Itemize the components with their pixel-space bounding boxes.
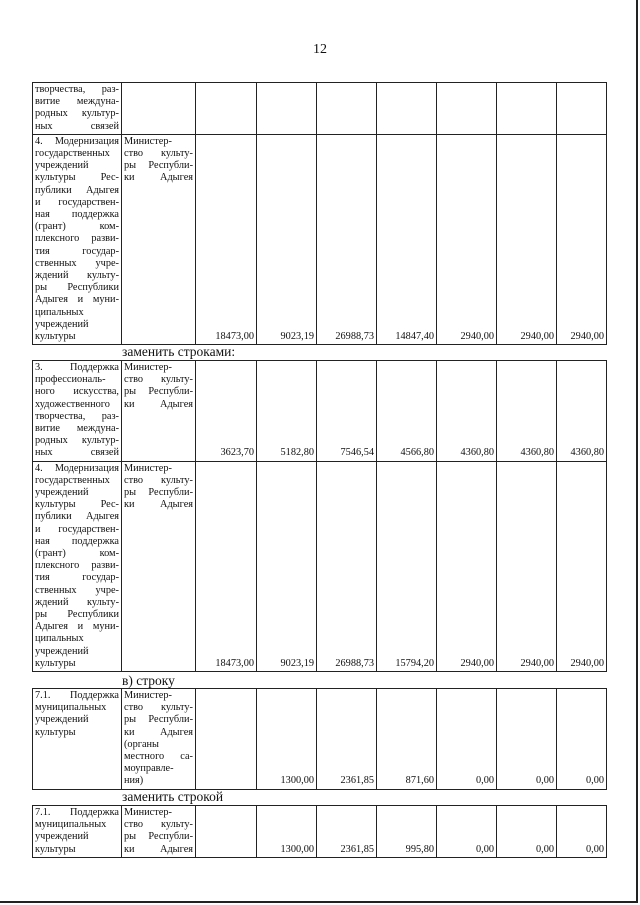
measure-name-line: профессиональ- bbox=[35, 374, 106, 386]
measure-name-line: учреждений bbox=[35, 487, 89, 499]
funding-value-cell: 871,60 bbox=[377, 689, 437, 790]
measure-name-line: ры Республики bbox=[35, 609, 119, 621]
funding-value-cell: 0,00 bbox=[497, 806, 557, 858]
measure-name-line: и государствен- bbox=[35, 523, 119, 535]
funding-value-cell: 4360,80 bbox=[437, 361, 497, 462]
measure-name-line: культуры bbox=[35, 726, 76, 738]
measure-name-line: художественного bbox=[35, 398, 110, 410]
measure-name-line: ная поддержка bbox=[35, 209, 119, 221]
measure-name-line: ного искусства, bbox=[35, 386, 119, 398]
funding-value-cell: 18473,00 bbox=[196, 461, 257, 671]
measure-name-line: 4. Модернизация bbox=[35, 462, 119, 474]
executor-line: Министер- bbox=[124, 462, 172, 474]
funding-value-cell: 18473,00 bbox=[196, 134, 257, 344]
measure-name-line: 3. Поддержка bbox=[35, 362, 119, 373]
executor-line: ния) bbox=[124, 775, 144, 787]
funding-value-cell bbox=[196, 806, 257, 858]
funding-value-cell: 4566,80 bbox=[377, 361, 437, 462]
measure-name-line: культуры bbox=[35, 843, 76, 855]
executor-line: ки Адыгея bbox=[124, 172, 193, 184]
funding-value-cell bbox=[497, 83, 557, 135]
funding-value-cell: 0,00 bbox=[437, 806, 497, 858]
measure-name-line: ципальных bbox=[35, 633, 84, 645]
executor-line: ство культу- bbox=[124, 374, 193, 386]
executor-line: ки Адыгея bbox=[124, 398, 193, 410]
executor-cell bbox=[122, 689, 196, 790]
funding-value-cell: 5182,80 bbox=[257, 361, 317, 462]
executor-cell bbox=[122, 361, 196, 462]
funding-value-cell: 2940,00 bbox=[437, 461, 497, 671]
measure-name-cell bbox=[33, 689, 122, 790]
page-number: 12 bbox=[313, 42, 327, 57]
executor-line: ры Республи- bbox=[124, 831, 193, 843]
executor-cell bbox=[122, 461, 196, 671]
table-row bbox=[33, 689, 607, 790]
executor-line: ры Республи- bbox=[124, 487, 193, 499]
measure-name-line: родных культур- bbox=[35, 108, 119, 120]
measure-name-line: (грант) ком- bbox=[35, 548, 119, 560]
measure-name-line: культуры Рес- bbox=[35, 172, 119, 184]
measure-name-line: творчества, раз- bbox=[35, 410, 119, 422]
measure-name-line: тия государ- bbox=[35, 572, 119, 584]
measure-name-line: 7.1. Поддержка bbox=[35, 807, 119, 818]
measure-name-line: ры Республики bbox=[35, 282, 119, 294]
executor-line: (органы bbox=[124, 738, 159, 750]
measure-name-line: плексного разви- bbox=[35, 233, 119, 245]
funding-value-cell: 2940,00 bbox=[497, 461, 557, 671]
measure-name-line: тия государ- bbox=[35, 245, 119, 257]
table-row bbox=[33, 83, 607, 135]
funding-value-cell: 995,80 bbox=[377, 806, 437, 858]
measure-name-line: ждений культу- bbox=[35, 596, 119, 608]
executor-cell bbox=[122, 134, 196, 344]
executor-line: ки Адыгея bbox=[124, 726, 193, 738]
funding-value-cell: 9023,19 bbox=[257, 134, 317, 344]
funding-value-cell: 9023,19 bbox=[257, 461, 317, 671]
table-original-rows bbox=[32, 82, 607, 345]
funding-value-cell: 2361,85 bbox=[317, 689, 377, 790]
measure-name-line: 4. Модернизация bbox=[35, 135, 119, 147]
measure-name-line: государственных bbox=[35, 148, 110, 160]
funding-value-cell bbox=[377, 83, 437, 135]
measure-name-line: ственных учре- bbox=[35, 257, 119, 269]
funding-value-cell bbox=[437, 83, 497, 135]
measure-name-line: муниципальных bbox=[35, 819, 107, 831]
executor-line: ки Адыгея bbox=[124, 499, 193, 511]
measure-name-line: публики Адыгея bbox=[35, 184, 119, 196]
executor-line: ство культу- bbox=[124, 474, 193, 486]
funding-value-cell: 26988,73 bbox=[317, 134, 377, 344]
measure-name-line: государственных bbox=[35, 474, 110, 486]
funding-value-cell: 1300,00 bbox=[257, 689, 317, 790]
measure-name-line: творчества, раз- bbox=[35, 84, 119, 95]
executor-line: Министер- bbox=[124, 807, 172, 818]
funding-value-cell bbox=[196, 689, 257, 790]
funding-value-cell bbox=[257, 83, 317, 135]
funding-value-cell bbox=[196, 83, 257, 135]
measure-name-line: учреждений bbox=[35, 160, 89, 172]
measure-name-cell bbox=[33, 83, 122, 135]
funding-value-cell: 14847,40 bbox=[377, 134, 437, 344]
funding-value-cell: 2940,00 bbox=[497, 134, 557, 344]
funding-value-cell: 3623,70 bbox=[196, 361, 257, 462]
funding-value-cell: 2940,00 bbox=[557, 134, 607, 344]
executor-cell bbox=[122, 83, 196, 135]
funding-value-cell: 15794,20 bbox=[377, 461, 437, 671]
measure-name-line: витие междуна- bbox=[35, 423, 119, 435]
executor-cell bbox=[122, 806, 196, 858]
measure-name-line: культуры bbox=[35, 331, 76, 343]
funding-value-cell: 26988,73 bbox=[317, 461, 377, 671]
measure-name-line: учреждений bbox=[35, 645, 89, 657]
funding-value-cell: 1300,00 bbox=[257, 806, 317, 858]
table-row bbox=[33, 461, 607, 671]
executor-line: ство культу- bbox=[124, 702, 193, 714]
executor-line: ры Республи- bbox=[124, 386, 193, 398]
table-row bbox=[33, 361, 607, 462]
table-row-7-1-original bbox=[32, 688, 607, 790]
funding-value-cell: 0,00 bbox=[437, 689, 497, 790]
measure-name-line: ных связей bbox=[35, 120, 119, 132]
table-row bbox=[33, 806, 607, 858]
funding-value-cell: 2940,00 bbox=[557, 461, 607, 671]
measure-name-line: и государствен- bbox=[35, 196, 119, 208]
caption-replace-with-row: заменить строкой bbox=[122, 789, 224, 804]
measure-name-line: Адыгея и муни- bbox=[35, 621, 119, 633]
measure-name-line: родных культур- bbox=[35, 435, 119, 447]
measure-name-line: Адыгея и муни- bbox=[35, 294, 119, 306]
funding-value-cell bbox=[557, 83, 607, 135]
executor-line: местного са- bbox=[124, 751, 193, 763]
measure-name-line: 7.1. Поддержка bbox=[35, 690, 119, 701]
measure-name-line: ных связей bbox=[35, 447, 119, 459]
executor-line: Министер- bbox=[124, 135, 172, 147]
table-replacement-rows bbox=[32, 360, 607, 672]
executor-line: ки Адыгея bbox=[124, 843, 193, 855]
measure-name-line: (грант) ком- bbox=[35, 221, 119, 233]
measure-name-cell bbox=[33, 461, 122, 671]
measure-name-line: ципальных bbox=[35, 306, 84, 318]
caption-item-v-row: в) строку bbox=[122, 673, 175, 688]
executor-line: ры Республи- bbox=[124, 714, 193, 726]
measure-name-line: витие междуна- bbox=[35, 96, 119, 108]
measure-name-cell bbox=[33, 361, 122, 462]
funding-value-cell: 4360,80 bbox=[497, 361, 557, 462]
table-row bbox=[33, 134, 607, 344]
executor-line: ры Республи- bbox=[124, 160, 193, 172]
executor-line: моуправле- bbox=[124, 763, 174, 775]
funding-value-cell: 0,00 bbox=[557, 689, 607, 790]
measure-name-line: плексного разви- bbox=[35, 560, 119, 572]
measure-name-line: культуры bbox=[35, 657, 76, 669]
measure-name-line: муниципальных bbox=[35, 702, 107, 714]
table-row-7-1-replacement bbox=[32, 805, 607, 858]
funding-value-cell: 2940,00 bbox=[437, 134, 497, 344]
measure-name-line: публики Адыгея bbox=[35, 511, 119, 523]
measure-name-line: ственных учре- bbox=[35, 584, 119, 596]
measure-name-line: ная поддержка bbox=[35, 535, 119, 547]
measure-name-cell bbox=[33, 806, 122, 858]
measure-name-line: учреждений bbox=[35, 318, 89, 330]
measure-name-cell bbox=[33, 134, 122, 344]
funding-value-cell bbox=[317, 83, 377, 135]
measure-name-line: учреждений bbox=[35, 714, 89, 726]
measure-name-line: культуры Рес- bbox=[35, 499, 119, 511]
funding-value-cell: 2361,85 bbox=[317, 806, 377, 858]
executor-line: Министер- bbox=[124, 690, 172, 701]
measure-name-line: учреждений bbox=[35, 831, 89, 843]
funding-value-cell: 0,00 bbox=[557, 806, 607, 858]
funding-value-cell: 0,00 bbox=[497, 689, 557, 790]
measure-name-line: ждений культу- bbox=[35, 270, 119, 282]
executor-line: ство культу- bbox=[124, 819, 193, 831]
executor-line: Министер- bbox=[124, 362, 172, 373]
executor-line: ство культу- bbox=[124, 148, 193, 160]
caption-replace-with-rows: заменить строками: bbox=[122, 344, 236, 359]
funding-value-cell: 4360,80 bbox=[557, 361, 607, 462]
funding-value-cell: 7546,54 bbox=[317, 361, 377, 462]
